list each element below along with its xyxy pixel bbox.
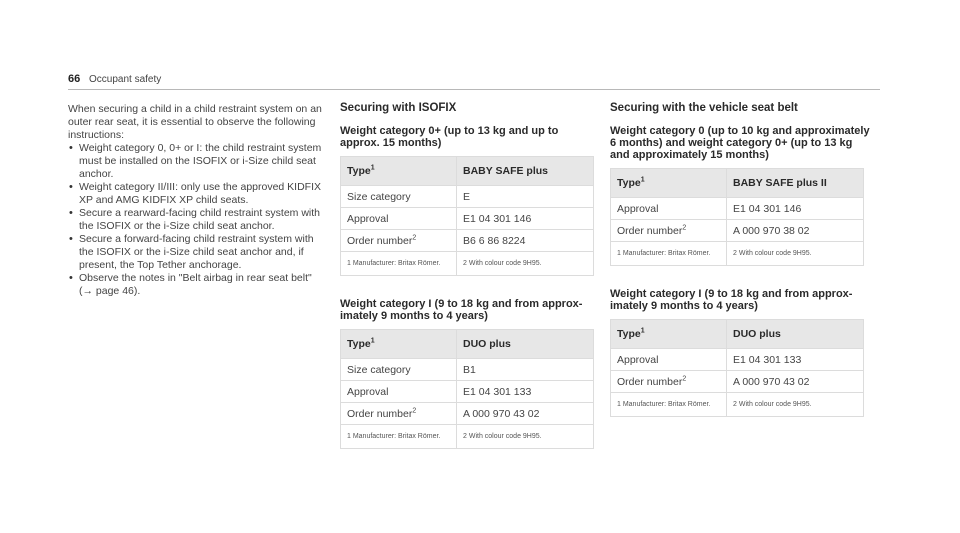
row-value: E1 04 301 146 xyxy=(457,208,594,230)
isofix-column xyxy=(340,101,606,449)
row-label: Approval xyxy=(341,208,457,230)
row-value: B6 6 86 8224 xyxy=(457,230,594,252)
footnote-manufacturer: 1 Manufacturer: Britax Römer. xyxy=(341,425,457,449)
weight-category-line: imately 9 months to 4 years) xyxy=(610,300,758,312)
row-label: Order number$^2$ xyxy=(611,371,727,393)
table-row xyxy=(341,403,594,425)
instructions-column xyxy=(68,103,326,298)
row-value: E1 04 301 133 xyxy=(727,349,864,371)
table-row xyxy=(611,220,864,242)
weight-category-title xyxy=(610,288,876,312)
table-header-row xyxy=(611,320,864,349)
section-title-seat-belt: Securing with the vehicle seat belt xyxy=(610,102,798,114)
seat-model: DUO plus xyxy=(727,320,864,349)
weight-category-title xyxy=(340,298,606,322)
row-value: A 000 970 38 02 xyxy=(727,220,864,242)
footnote-row xyxy=(341,425,594,449)
footnote-colour-code: 2 With colour code 9H95. xyxy=(457,425,594,449)
arrow-right-icon: → xyxy=(82,285,93,297)
table-row xyxy=(341,186,594,208)
row-value: E1 04 301 146 xyxy=(727,198,864,220)
table-header-row xyxy=(341,157,594,186)
seat-model: BABY SAFE plus xyxy=(457,157,594,186)
footnote-colour-code: 2 With colour code 9H95. xyxy=(727,393,864,417)
row-label: Order number$^2$ xyxy=(341,230,457,252)
table-row xyxy=(611,371,864,393)
weight-category-line: and approximately 15 months) xyxy=(610,149,769,161)
seat-model: BABY SAFE plus II xyxy=(727,169,864,198)
row-label: Size category xyxy=(341,186,457,208)
footnote-colour-code: 2 With colour code 9H95. xyxy=(727,242,864,266)
row-label: Approval xyxy=(611,349,727,371)
type-header: Type$^1$ xyxy=(611,320,727,349)
instruction-item: • Secure a forward-facing child restraint system with the ISOFIX or the i-Size child seat anchor and, if present, the Top Tether anchorage. xyxy=(68,233,326,272)
instruction-item: • Weight category 0, 0+ or I: the child restraint system must be installed on the ISOFIX or i-Size child seat anchor. xyxy=(68,142,326,181)
weight-category-line: imately 9 months to 4 years) xyxy=(340,310,488,322)
type-header: Type$^1$ xyxy=(341,157,457,186)
instruction-item: • Secure a rearward-facing child restraint system with the ISOFIX or the i-Size child seat anchor. xyxy=(68,207,326,233)
row-label: Approval xyxy=(341,381,457,403)
row-value: E xyxy=(457,186,594,208)
footnote-manufacturer: 1 Manufacturer: Britax Römer. xyxy=(611,242,727,266)
child-seat-table-isofix-cat0plus xyxy=(340,156,594,276)
type-header: Type$^1$ xyxy=(611,169,727,198)
row-value: E1 04 301 133 xyxy=(457,381,594,403)
row-value: A 000 970 43 02 xyxy=(727,371,864,393)
section-title-isofix: Securing with ISOFIX xyxy=(340,102,457,114)
seat-belt-column xyxy=(610,101,876,417)
weight-category-line: 6 months) and weight category 0+ (up to 13 kg xyxy=(610,137,853,149)
intro-paragraph: When securing a child in a child restraint system on an outer rear seat, it is essential to observe the following instructions: xyxy=(68,103,322,141)
page-reference: page 46). xyxy=(93,285,141,297)
row-label: Order number$^2$ xyxy=(611,220,727,242)
child-seat-table-isofix-cat1 xyxy=(340,329,594,449)
seat-model: DUO plus xyxy=(457,330,594,359)
table-row xyxy=(341,230,594,252)
instruction-list xyxy=(68,142,326,298)
page-section-title: Occupant safety xyxy=(89,74,162,85)
row-label: Size category xyxy=(341,359,457,381)
row-label: Approval xyxy=(611,198,727,220)
page-number: 66 xyxy=(68,73,81,85)
instruction-item xyxy=(68,272,326,298)
row-label: Order number$^2$ xyxy=(341,403,457,425)
type-header: Type$^1$ xyxy=(341,330,457,359)
table-row xyxy=(611,198,864,220)
footnote-manufacturer: 1 Manufacturer: Britax Römer. xyxy=(341,252,457,276)
weight-category-line: approx. 15 months) xyxy=(340,137,442,149)
weight-category-title xyxy=(610,125,876,161)
instruction-item: • Weight category II/III: only use the approved KIDFIX XP and AMG KIDFIX XP child seats. xyxy=(68,181,326,207)
table-row xyxy=(341,381,594,403)
child-seat-table-belt-cat0 xyxy=(610,168,864,266)
weight-category-title xyxy=(340,125,606,149)
footnote-row xyxy=(341,252,594,276)
table-header-row xyxy=(611,169,864,198)
row-value: B1 xyxy=(457,359,594,381)
row-value: A 000 970 43 02 xyxy=(457,403,594,425)
weight-category-line: Weight category I (9 to 18 kg and from approx- xyxy=(610,288,853,300)
weight-category-line: Weight category 0 (up to 10 kg and approximately xyxy=(610,125,870,137)
weight-category-line: Weight category 0+ (up to 13 kg and up to xyxy=(340,125,559,137)
weight-category-line: Weight category I (9 to 18 kg and from approx- xyxy=(340,298,583,310)
header-divider xyxy=(68,89,880,90)
footnote-row xyxy=(611,393,864,417)
table-header-row xyxy=(341,330,594,359)
table-row xyxy=(341,208,594,230)
instruction-text: Observe the notes in "Belt airbag in rear seat belt" ( xyxy=(79,272,312,297)
cross-reference-link[interactable] xyxy=(83,285,141,297)
page-header xyxy=(68,73,880,89)
child-seat-table-belt-cat1 xyxy=(610,319,864,417)
footnote-colour-code: 2 With colour code 9H95. xyxy=(457,252,594,276)
table-row xyxy=(611,349,864,371)
footnote-row xyxy=(611,242,864,266)
footnote-manufacturer: 1 Manufacturer: Britax Römer. xyxy=(611,393,727,417)
table-row xyxy=(341,359,594,381)
